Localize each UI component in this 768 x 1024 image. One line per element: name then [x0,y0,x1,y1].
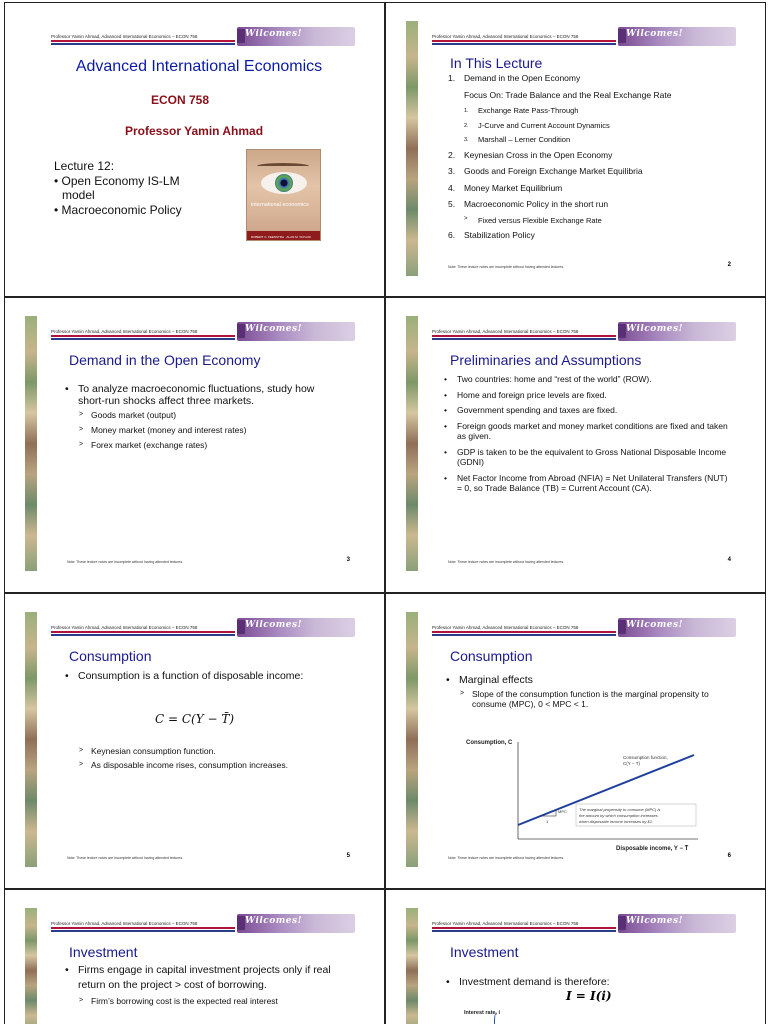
outline-focus: Focus On: Trade Balance and the Real Exchange Rate [464,89,672,100]
slide-title: Investment [450,944,519,960]
slide-footnote: Note: These lecture notes are incomplete without having attended lectures. [67,856,184,860]
banner-text: Wilcomes! [245,916,303,926]
header-rule-red [51,335,235,337]
slide-title: Demand in the Open Economy [69,352,261,368]
banner-text: Wilcomes! [626,29,684,39]
header-rule-blue [432,634,616,636]
banner-text: Wilcomes! [245,620,303,630]
bullet-list [444,374,734,499]
decorative-photo-strip [406,908,418,1024]
header-rule-blue [432,43,616,45]
banner-logo-icon [618,916,626,930]
slide-3 [4,297,385,593]
outline-item: 5. Macroeconomic Policy in the short run [448,199,609,209]
investment-formula: I = I(i) [566,989,612,1003]
bullet-dot-icon: • [446,976,450,988]
sub-bullet-item: > Goods market (output) [79,410,177,420]
slide-header-text: Professor Yamin Ahmad, Advanced International Economics – ECON 758 [432,921,579,926]
run-label: 1 [546,819,549,824]
line-label: C(Y − T) [623,761,640,766]
bullet-item: • Investment demand is therefore: [446,976,610,988]
bullet-dot-icon: • [65,964,69,976]
slide-header-text: Professor Yamin Ahmad, Advanced International Economics – ECON 758 [51,329,198,334]
slide-title: Investment [69,944,138,960]
header-banner [237,618,355,637]
slide-footnote: Note: These lecture notes are incomplete without having attended lectures. [448,856,565,860]
note-line: The marginal propensity to consume (MPC) is [579,807,661,812]
outline-item: 6. Stabilization Policy [448,230,535,240]
slide-header-text: Professor Yamin Ahmad, Advanced International Economics – ECON 758 [432,34,579,39]
header-rule-red [432,40,616,42]
slide-2 [385,2,766,297]
bullet-item: • Consumption is a function of disposable income: [65,670,304,682]
slide-number: 5 [346,853,350,859]
slide-footnote: Note: These lecture notes are incomplete without having attended lectures. [448,560,565,564]
line-label: Consumption function, [623,755,668,760]
outline-subitem: > Fixed versus Flexible Exchange Rate [464,215,602,225]
banner-text: Wilcomes! [626,324,684,334]
slide-title: Preliminaries and Assumptions [450,352,642,368]
slide-7 [4,889,385,1024]
banner-text: Wilcomes! [245,29,303,39]
slide-title: Advanced International Economics [75,58,323,75]
header-banner [618,914,736,933]
header-rule-red [51,40,235,42]
bullet-item: • Marginal effects [446,674,533,686]
outline-subitem: 2. J-Curve and Current Account Dynamics [464,120,610,130]
course-code: ECON 758 [151,93,210,107]
banner-text: Wilcomes! [245,324,303,334]
header-rule-blue [51,338,235,340]
outline-item: 2. Keynesian Cross in the Open Economy [448,149,613,160]
header-banner [618,322,736,341]
sub-bullet-item: > Slope of the consumption function is the marginal propensity to consume (MPC), 0 < MPC < 1. [460,689,709,709]
banner-logo-icon [237,916,245,930]
bullet-dot-icon: • [444,389,447,400]
header-rule-red [51,631,235,633]
book-authors: ROBERT C. FEENSTRA · ALAN M. TAYLOR [251,235,311,239]
bullet-item: • To analyze macroeconomic fluctuations, study how short-run shocks affect three markets. [65,383,315,407]
slide-title: Consumption [450,648,533,664]
banner-logo-icon [618,620,626,634]
header-banner [237,914,355,933]
sub-bullet-item: > Firm’s borrowing cost is the expected real interest [79,996,278,1006]
outline-item: 3. Goods and Foreign Exchange Market Equilibria [448,166,643,176]
mpc-label: MPC [558,809,567,814]
slide-footnote: Note: These lecture notes are incomplete without having attended lectures. [67,560,184,564]
bullet-dot-icon: • [65,383,69,395]
arrow-bullet-icon: > [79,761,84,768]
decorative-photo-strip [406,21,418,276]
arrow-bullet-icon: > [79,997,84,1004]
slide-header-text: Professor Yamin Ahmad, Advanced International Economics – ECON 758 [432,625,579,630]
bullet-item: • Home and foreign price levels are fixed. [444,389,607,400]
professor-name: Professor Yamin Ahmad [125,124,264,138]
header-rule-red [432,631,616,633]
slide-header-text: Professor Yamin Ahmad, Advanced International Economics – ECON 758 [51,625,198,630]
header-rule-blue [51,634,235,636]
bullet-item: • Two countries: home and “rest of the world” (ROW). [444,374,652,384]
bullet-dot-icon: • [444,405,447,415]
bullet-dot-icon: • [444,374,447,384]
sub-bullet-item: > Keynesian consumption function. [79,746,216,756]
bullet-item: • Government spending and taxes are fixed. [444,405,618,415]
arrow-bullet-icon: > [460,690,465,697]
x-axis-label: Disposable income, Y − T̄ [616,846,689,852]
header-banner [237,27,355,46]
sub-bullet-item: > Forex market (exchange rates) [79,440,208,450]
decorative-photo-strip [25,612,37,867]
banner-text: Wilcomes! [626,620,684,630]
y-axis-label: Interest rate, i [464,1010,501,1016]
bullet-dot-icon: • [444,420,447,431]
sub-bullet-item: > As disposable income rises, consumption increases. [79,760,289,770]
slide-header-text: Professor Yamin Ahmad, Advanced International Economics – ECON 758 [432,329,579,334]
arrow-bullet-icon: > [79,426,84,433]
slide-number: 3 [346,557,350,563]
arrow-bullet-icon: > [464,215,468,222]
sub-bullet-list [65,746,335,774]
arrow-bullet-icon: > [79,411,84,418]
bullet-dot-icon: • [65,670,69,682]
eyebrow-shape [257,163,309,169]
banner-logo-icon [237,620,245,634]
slide-1 [4,2,385,297]
bullet-list [446,674,736,713]
note-line: when disposable income increases by $1. [579,819,654,824]
sub-bullet-item: > Money market (money and interest rates) [79,425,247,435]
outline-subitem: 1. Exchange Rate Pass-Through [464,106,579,115]
bullet-dot-icon: • [444,472,447,483]
slide-5 [4,593,385,889]
y-axis-label: Consumption, C [466,740,513,746]
decorative-photo-strip [406,612,418,867]
bullet-list [65,383,325,455]
lecture-outline [448,73,748,247]
slide-8 [385,889,766,1024]
consumption-function-diagram [466,734,706,859]
slide-number: 6 [727,853,731,859]
decorative-photo-strip [406,316,418,571]
bullet-item: • Net Factor Income from Abroad (NFIA) = Net Unilateral Transfers (NUT) = 0, so Trade Balance (TB) = Current Account (CA). [444,472,728,493]
lecture-info [54,159,194,217]
bullet-dot-icon: • [446,674,450,686]
header-rule-blue [432,338,616,340]
header-rule-blue [51,43,235,45]
header-rule-red [432,927,616,929]
bullet-list [65,670,335,685]
investment-curve [494,1012,500,1024]
slide-number: 4 [727,557,731,563]
bullet-dot-icon: • [444,446,447,457]
decorative-photo-strip [25,908,37,1024]
header-banner [618,27,736,46]
lecture-topic: • Macroeconomic Policy [54,202,182,217]
textbook-cover-image [246,149,321,241]
book-title: international economics [251,202,309,208]
slide-footnote: Note: These lecture notes are incomplete without having attended lectures. [448,265,565,269]
slide-title: In This Lecture [450,55,543,71]
outline-subitem: 3. Marshall – Lerner Condition [464,135,571,144]
note-line: the amount by which consumption increases [579,813,658,818]
header-banner [237,322,355,341]
banner-logo-icon [237,324,245,338]
lecture-topic: • Open Economy IS-LM model [54,173,180,202]
bullet-item: • Firms engage in capital investment projects only if real return on the project > cost of borrowing. [65,964,331,991]
banner-logo-icon [237,29,245,43]
banner-logo-icon [618,324,626,338]
outline-item: 1. Demand in the Open Economy [448,73,581,83]
banner-text: Wilcomes! [626,916,684,926]
arrow-bullet-icon: > [79,441,84,448]
slide-header-text: Professor Yamin Ahmad, Advanced International Economics – ECON 758 [51,34,198,39]
slide-number: 2 [727,262,731,268]
bullet-item: • Foreign goods market and money market conditions are fixed and taken as given. [444,420,728,441]
decorative-photo-strip [25,316,37,571]
lecture-number: Lecture 12: [54,159,115,173]
consumption-formula: C = C(Y − T̄) [155,712,235,726]
globe-iris-icon [275,174,293,192]
header-rule-red [432,335,616,337]
slide-6 [385,593,766,889]
slide-header-text: Professor Yamin Ahmad, Advanced International Economics – ECON 758 [51,921,198,926]
arrow-bullet-icon: > [79,747,84,754]
header-rule-blue [432,930,616,932]
bullet-list [65,963,345,1010]
header-banner [618,618,736,637]
header-rule-red [51,927,235,929]
banner-logo-icon [618,29,626,43]
slide-4 [385,297,766,593]
header-rule-blue [51,930,235,932]
outline-item: 4. Money Market Equilibrium [448,182,563,193]
bullet-item: • GDP is taken to be the equivalent to Gross National Disposable Income (GDNI) [444,446,727,467]
slide-title: Consumption [69,648,152,664]
